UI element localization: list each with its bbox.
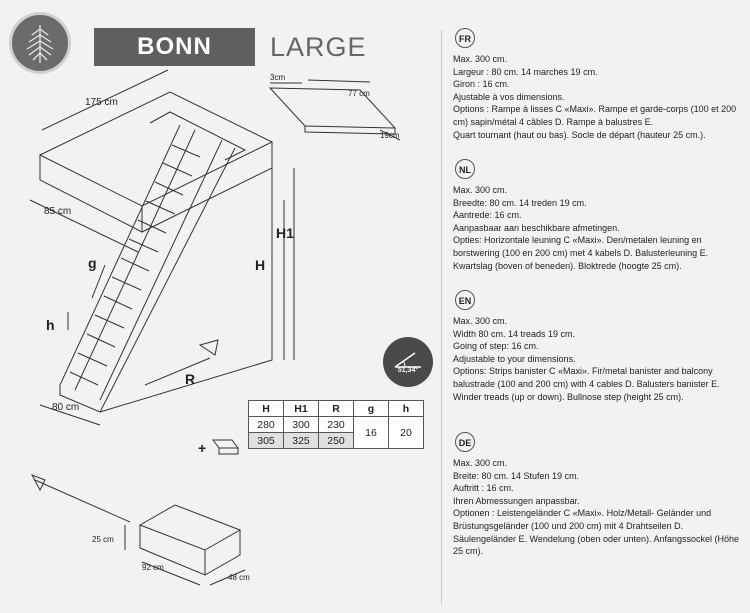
table-header: g [354,401,389,417]
bullnose-step-icon [213,440,238,454]
spec-line: Width 80 cm. 14 treads 19 cm. [453,328,576,339]
lang-badge: FR [455,28,475,48]
product-subtitle: LARGE [270,32,367,62]
angle-icon [383,337,433,387]
spec-line: Options : Rampe à lisses C «Maxi». Rampe et garde-corps (100 et 200 cm) sapin/métal 4 câbles D. Rampe à balustres E. [453,104,737,127]
table-header: h [389,401,424,417]
spec-line: Auftritt : 16 cm. [453,483,514,494]
h-label: H [255,257,266,273]
table-header-row [249,401,424,417]
lang-badge: NL [455,159,475,179]
spec-line: Max. 300 cm. [453,54,508,64]
spec-line: Max. 300 cm. [453,185,508,195]
spec-line: Kwartslag (boven of beneden). Bloktrede (hoogte 25 cm). [453,260,682,271]
table-cell: 250 [319,433,354,449]
step-height-label: h [46,317,55,333]
table-header: H1 [284,401,319,417]
spec-line: Options: Strips banister C «Maxi». Fir/metal banister and balcony balustrade (100 and 200 cm) with 4 cables D. Balusters banister E. [453,366,720,389]
spec-line: Max. 300 cm. [453,316,508,326]
handrail-thickness: 3cm [270,73,286,82]
r-label: R [185,371,196,387]
table-cell: 300 [284,417,319,433]
lang-badge: DE [455,432,475,452]
angle-badge [383,337,433,387]
g-label: g [88,255,97,271]
bullnose-marker [32,475,45,490]
table-cell: 305 [249,433,284,449]
handrail-length: 77 cm [348,89,370,98]
spec-line: Largeur : 80 cm. 14 marches 19 cm. [453,66,598,77]
table-cell-h: 20 [389,417,424,449]
spec-line: Ajustable à vos dimensions. [453,91,565,102]
tread-width-label: 80 cm [52,402,80,413]
floor-opening [40,92,272,232]
spec-line: Aanpasbaar aan beschikbare afmetingen. [453,222,620,233]
spec-line: Optionen : Leistengeländer C «Maxi». Holz/Metall- Geländer und Brüstungsgeländer (100 und 200 cm) mit 4 Drahtseilen D. Säulengeländer E. Wendelung (oben oder unten). Anfangssockel (Höhe 25 cm). [453,508,740,557]
dimensions-table [248,400,424,449]
handrail-height: 19cm [380,131,400,140]
depth-label: 85 cm [44,206,72,217]
box-width-label: 48 cm [228,573,250,582]
spec-line: Breite: 80 cm. 14 Stufen 19 cm. [453,470,580,481]
spec-line: Winder treads (up or down). Bullnose step (height 25 cm). [453,391,684,402]
h1-label: H1 [276,225,294,241]
spec-line: Quart tournant (haut ou bas). Socle de départ (hauteur 25 cm.). [453,129,706,140]
plus-sign: + [198,440,207,456]
table-cell: 325 [284,433,319,449]
spec-line: Breedte: 80 cm. 14 treden 19 cm. [453,197,587,208]
bullnose-direction [35,480,130,522]
r-marker [200,340,218,355]
spec-line: Going of step: 16 cm. [453,341,539,352]
handrail-piece [270,88,395,134]
table-cell: 280 [249,417,284,433]
box-height-label: 25 cm [92,535,114,544]
spec-line: Adjustable to your dimensions. [453,353,576,364]
table-cell-g: 16 [354,417,389,449]
table-row [249,417,424,433]
table-header: H [249,401,284,417]
r-dimension [145,358,210,385]
table-cell: 230 [319,417,354,433]
angle-value: 51,34° [397,367,419,374]
table-header: R [319,401,354,417]
spec-line: Opties: Horizontale leuning C «Maxi». Den/metalen leuning en borstwering (100 en 200 cm) met 4 kabels D. Balusterleuning E. [453,235,709,258]
product-title: BONN [94,28,255,66]
spec-line: Aantrede: 16 cm. [453,210,522,221]
width-label: 175 cm [85,97,118,108]
spec-line: Giron : 16 cm. [453,79,510,90]
spec-line: Max. 300 cm. [453,458,508,468]
lang-badge: EN [455,290,475,310]
box-depth-label: 92 cm [142,563,164,572]
spec-line: Ihren Abmessungen anpassbar. [453,495,580,506]
